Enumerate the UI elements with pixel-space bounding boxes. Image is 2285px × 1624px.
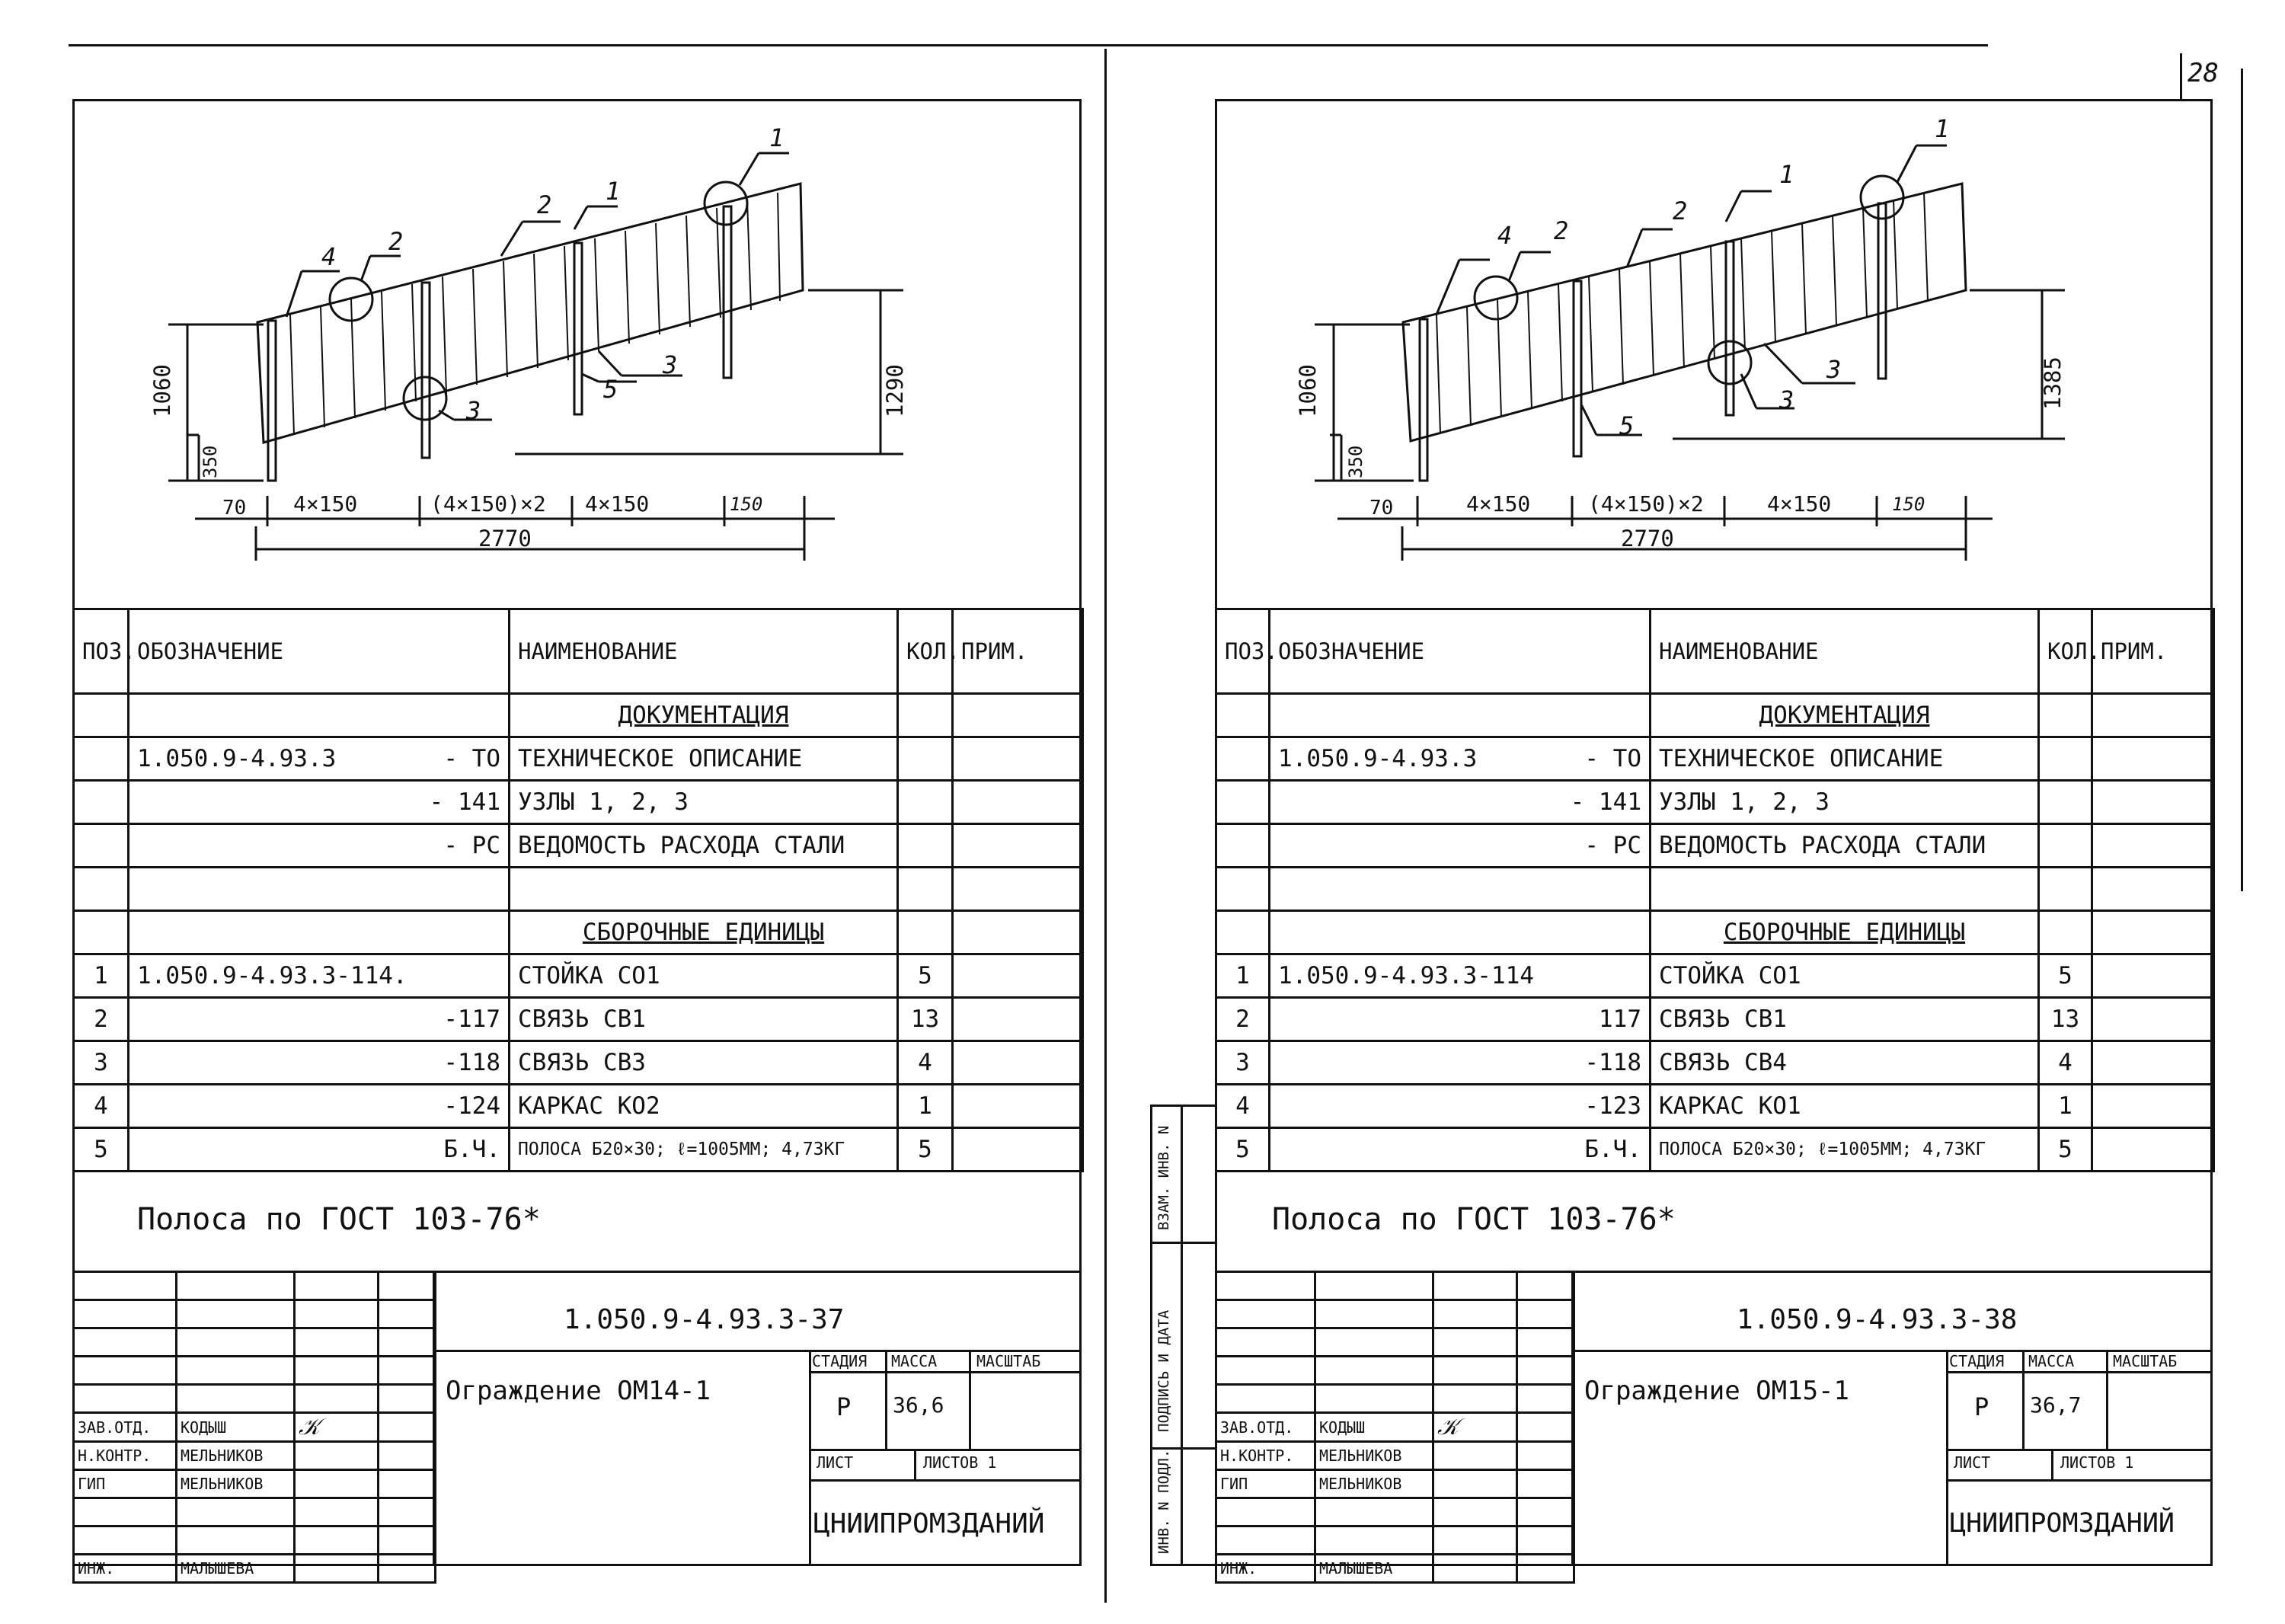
name: КАРКАС КО2 <box>510 1085 898 1128</box>
sheet-2-dim-seg3: 4×150 <box>1767 491 1832 516</box>
table-row <box>1216 954 2214 998</box>
doc-name: ТЕХНИЧЕСКОЕ ОПИСАНИЕ <box>1651 737 2039 781</box>
doc-suffix: - 141 <box>1270 781 1651 824</box>
org-name: ЦНИИПРОМЗДАНИЙ <box>813 1508 1045 1539</box>
table-row <box>1216 998 2214 1041</box>
code: Б.Ч. <box>1270 1128 1651 1172</box>
doc-name: ВЕДОМОСТЬ РАСХОДА СТАЛИ <box>510 824 898 868</box>
stamp-vline <box>433 1271 435 1566</box>
role: ГИП <box>1216 1470 1315 1498</box>
section-docs: ДОКУМЕНТАЦИЯ <box>1651 694 2039 737</box>
table-row <box>74 737 1083 781</box>
sheet-2-callout-h: 3 <box>1779 385 1794 414</box>
stamp-vline <box>914 1449 916 1479</box>
page-number-box <box>2180 53 2182 99</box>
table-row <box>1216 1085 2214 1128</box>
sheet-2-callout-d: 2 <box>1554 216 1569 245</box>
signature <box>1433 1442 1517 1470</box>
sheet-label: ЛИСТ <box>1954 1453 1991 1472</box>
role: ЗАВ.ОТД. <box>74 1413 177 1442</box>
code: -124 <box>129 1085 510 1128</box>
stamp-hline <box>1946 1371 2213 1373</box>
name: СВЯЗЬ СВ4 <box>1651 1041 2039 1085</box>
sheet-1-dim-height-right: 1290 <box>882 364 908 417</box>
stamp-vline <box>2022 1350 2025 1449</box>
section-units: СБОРОЧНЫЕ ЕДИНИЦЫ <box>1651 911 2039 954</box>
stamp-vline <box>2051 1449 2053 1479</box>
signature <box>1433 1470 1517 1498</box>
col-qty: КОЛ. <box>2039 609 2092 694</box>
person: МЕЛЬНИКОВ <box>177 1442 295 1470</box>
table-row <box>74 1085 1083 1128</box>
table-row <box>74 998 1083 1041</box>
table-row <box>1216 694 2214 737</box>
sheet-1-callout-c: 1 <box>606 177 621 206</box>
center-fold <box>1104 49 1107 1603</box>
table-row <box>74 954 1083 998</box>
person: КОДЫШ <box>177 1413 295 1442</box>
table-row <box>74 911 1083 954</box>
role: Н.КОНТР. <box>74 1442 177 1470</box>
code: -118 <box>1270 1041 1651 1085</box>
code: -117 <box>129 998 510 1041</box>
scale-label: МАСШТАБ <box>976 1352 1041 1370</box>
code: -123 <box>1270 1085 1651 1128</box>
sheet-1-dim-seg3: 4×150 <box>585 491 650 516</box>
top-rule <box>69 44 1988 46</box>
pos: 1 <box>74 954 129 998</box>
stamp-vline <box>885 1350 887 1449</box>
page-number: 28 <box>2188 58 2219 88</box>
col-designation: ОБОЗНАЧЕНИЕ <box>129 609 510 694</box>
name: КАРКАС КО1 <box>1651 1085 2039 1128</box>
right-margin-line <box>2241 69 2243 891</box>
sheet-1-dim-total: 2770 <box>478 526 532 551</box>
doc-name: ВЕДОМОСТЬ РАСХОДА СТАЛИ <box>1651 824 2039 868</box>
sheet-2-dim-total: 2770 <box>1621 526 1674 551</box>
name: ПОЛОСА Б20×30; ℓ=1005ММ; 4,73КГ <box>510 1128 898 1172</box>
person: МАЛЫШЕВА <box>177 1555 295 1583</box>
sheet-1-callout-f: 3 <box>466 396 481 425</box>
stamp-vline <box>2106 1350 2108 1449</box>
sheet-2-dim-seg1: 4×150 <box>1466 491 1531 516</box>
doc-suffix: - РС <box>1270 824 1651 868</box>
sheet-2-stamp-grid <box>1215 1271 1575 1584</box>
col-qty: КОЛ. <box>898 609 953 694</box>
sheet-2-note: Полоса по ГОСТ 103-76* <box>1272 1202 1676 1237</box>
doc-name: УЗЛЫ 1, 2, 3 <box>510 781 898 824</box>
sheet-1-callout-d: 2 <box>388 227 404 256</box>
person: КОДЫШ <box>1315 1413 1433 1442</box>
name: СТОЙКА СО1 <box>510 954 898 998</box>
table-row <box>1216 1041 2214 1085</box>
stage-label: СТАДИЯ <box>812 1352 868 1370</box>
org-name: ЦНИИПРОМЗДАНИЙ <box>1950 1508 2175 1539</box>
qty: 13 <box>898 998 953 1041</box>
sheet-2-doc-code: 1.050.9-4.93.3-38 <box>1737 1304 2018 1335</box>
doc-suffix: - ТО <box>443 745 500 772</box>
sheet-1-dim-seg1: 4×150 <box>293 491 358 516</box>
person: МАЛЫШЕВА <box>1315 1555 1433 1583</box>
sheet-1-note: Полоса по ГОСТ 103-76* <box>137 1202 541 1237</box>
side-podpis-data: ПОДПИСЬ И ДАТА <box>1155 1309 1172 1432</box>
sheet-1-dim-seg4: 150 <box>730 494 763 515</box>
sheet-1-drawing <box>73 100 1079 618</box>
table-row <box>74 694 1083 737</box>
code: 117 <box>1270 998 1651 1041</box>
role: ГИП <box>74 1470 177 1498</box>
table-row <box>74 868 1083 911</box>
sheet-2-dim-offset: 70 <box>1369 497 1394 519</box>
table-row <box>1216 824 2214 868</box>
table-row <box>1216 1128 2214 1172</box>
stage-label: СТАДИЯ <box>1949 1352 2005 1370</box>
stamp-hline <box>1946 1449 2213 1451</box>
col-note: ПРИМ. <box>953 609 1083 694</box>
name: СВЯЗЬ СВ1 <box>510 998 898 1041</box>
sheet-2-callout-c: 2 <box>1673 197 1688 225</box>
sheets-label: ЛИСТОВ 1 <box>2060 1453 2134 1472</box>
name: СТОЙКА СО1 <box>1651 954 2039 998</box>
mass-label: МАССА <box>2028 1352 2075 1370</box>
pos: 3 <box>1216 1041 1270 1085</box>
pos: 2 <box>1216 998 1270 1041</box>
section-docs: ДОКУМЕНТАЦИЯ <box>510 694 898 737</box>
scale-label: МАСШТАБ <box>2113 1352 2178 1370</box>
table-row <box>74 1128 1083 1172</box>
sheet-label: ЛИСТ <box>817 1453 854 1472</box>
qty: 5 <box>898 1128 953 1172</box>
qty: 4 <box>2039 1041 2092 1085</box>
sheet-2-callout-f: 3 <box>1826 355 1842 384</box>
table-header-row <box>74 609 1083 694</box>
table-row <box>74 824 1083 868</box>
code: Б.Ч. <box>129 1128 510 1172</box>
pos: 4 <box>74 1085 129 1128</box>
col-note: ПРИМ. <box>2092 609 2214 694</box>
col-name: НАИМЕНОВАНИЕ <box>510 609 898 694</box>
sheet-2-dim-small: 350 <box>1345 445 1366 478</box>
doc-code: 1.050.9-4.93.3 <box>137 745 337 772</box>
table-row <box>74 1041 1083 1085</box>
side-inv-podl: ИНВ. N ПОДЛ. <box>1155 1449 1172 1554</box>
qty: 5 <box>898 954 953 998</box>
signature <box>295 1470 379 1498</box>
sheet-1-dim-seg2: (4×150)×2 <box>430 491 546 516</box>
sheet-1-dim-height-left: 1060 <box>149 364 175 417</box>
role: ЗАВ.ОТД. <box>1216 1413 1315 1442</box>
sheet-1-callout-h: 3 <box>663 350 678 379</box>
stamp-hline <box>809 1479 1082 1482</box>
pos: 2 <box>74 998 129 1041</box>
table-header-row <box>1216 609 2214 694</box>
table-row <box>74 781 1083 824</box>
sheet-2-dim-seg4: 150 <box>1892 494 1925 515</box>
stamp-vline <box>1946 1350 1948 1566</box>
code: -118 <box>129 1041 510 1085</box>
sheet-2-callout-e: 4 <box>1497 221 1513 250</box>
sheet-2-dim-height-right: 1385 <box>2040 356 2066 410</box>
stamp-hline <box>809 1449 1082 1451</box>
doc-name: УЗЛЫ 1, 2, 3 <box>1651 781 2039 824</box>
doc-code: 1.050.9-4.93.3 <box>1278 745 1478 772</box>
qty: 1 <box>2039 1085 2092 1128</box>
sheet-1-callout-e: 4 <box>321 242 337 271</box>
sheet-2-callout-a: 1 <box>1935 114 1950 143</box>
person: МЕЛЬНИКОВ <box>1315 1442 1433 1470</box>
stage-value: Р <box>836 1392 852 1421</box>
role: Н.КОНТР. <box>1216 1442 1315 1470</box>
stamp-vline <box>969 1350 971 1449</box>
sheet-1-callout-b: 2 <box>537 190 552 219</box>
side-strip-divider <box>1181 1105 1183 1566</box>
person: МЕЛЬНИКОВ <box>177 1470 295 1498</box>
table-row <box>1216 911 2214 954</box>
stamp-vline <box>1571 1271 1574 1566</box>
doc-name: ТЕХНИЧЕСКОЕ ОПИСАНИЕ <box>510 737 898 781</box>
col-pos: ПОЗ. <box>74 609 129 694</box>
mass-value: 36,6 <box>893 1392 944 1418</box>
sheet-1-doc-code: 1.050.9-4.93.3-37 <box>564 1304 845 1335</box>
mass-value: 36,7 <box>2030 1392 2082 1418</box>
code: 1.050.9-4.93.3-114 <box>1270 954 1651 998</box>
name: СВЯЗЬ СВ3 <box>510 1041 898 1085</box>
doc-suffix: - ТО <box>1584 745 1641 772</box>
stamp-hline <box>809 1371 1082 1373</box>
pos: 4 <box>1216 1085 1270 1128</box>
code: 1.050.9-4.93.3-114. <box>129 954 510 998</box>
doc-suffix: - РС <box>129 824 510 868</box>
sheet-1-dim-offset: 70 <box>222 497 247 519</box>
pos: 3 <box>74 1041 129 1085</box>
sheet-1-callout-g: 5 <box>603 375 618 404</box>
signature: 𝒦 <box>1433 1413 1517 1442</box>
table-row <box>1216 868 2214 911</box>
qty: 5 <box>2039 954 2092 998</box>
stamp-hline <box>1946 1479 2213 1482</box>
pos: 5 <box>1216 1128 1270 1172</box>
role: ИНЖ. <box>74 1555 177 1583</box>
sheet-2-callout-g: 5 <box>1619 411 1635 440</box>
sheet-2-callout-b: 1 <box>1779 160 1794 189</box>
name: ПОЛОСА Б20×30; ℓ=1005ММ; 4,73КГ <box>1651 1128 2039 1172</box>
stamp-vline <box>809 1350 811 1566</box>
sheet-1-title: Ограждение ОМ14-1 <box>446 1376 711 1406</box>
signature: 𝒦 <box>295 1413 379 1442</box>
table-row <box>1216 781 2214 824</box>
qty: 1 <box>898 1085 953 1128</box>
pos: 5 <box>74 1128 129 1172</box>
sheet-1-spec-table <box>72 608 1084 1172</box>
col-name: НАИМЕНОВАНИЕ <box>1651 609 2039 694</box>
side-vzam-inv: ВЗАМ. ИНВ. N <box>1155 1125 1172 1230</box>
sheet-2-title: Ограждение ОМ15-1 <box>1584 1376 1849 1406</box>
sheet-1-dim-small: 350 <box>200 445 221 478</box>
sheet-1-stamp-grid <box>72 1271 436 1584</box>
sheets-label: ЛИСТОВ 1 <box>923 1453 997 1472</box>
sheet-2-dim-height-left: 1060 <box>1295 364 1321 417</box>
sheet-2-spec-table <box>1215 608 2215 1172</box>
stage-value: Р <box>1974 1392 1989 1421</box>
side-strip-line <box>1150 1242 1215 1244</box>
role: ИНЖ. <box>1216 1555 1315 1583</box>
mass-label: МАССА <box>891 1352 938 1370</box>
col-designation: ОБОЗНАЧЕНИЕ <box>1270 609 1651 694</box>
pos: 1 <box>1216 954 1270 998</box>
signature <box>295 1442 379 1470</box>
sheet-1-callout-a: 1 <box>769 123 785 152</box>
section-units: СБОРОЧНЫЕ ЕДИНИЦЫ <box>510 911 898 954</box>
table-row <box>1216 737 2214 781</box>
sheet-2-dim-seg2: (4×150)×2 <box>1588 491 1704 516</box>
qty: 13 <box>2039 998 2092 1041</box>
doc-suffix: - 141 <box>129 781 510 824</box>
person: МЕЛЬНИКОВ <box>1315 1470 1433 1498</box>
qty: 5 <box>2039 1128 2092 1172</box>
qty: 4 <box>898 1041 953 1085</box>
col-pos: ПОЗ. <box>1216 609 1270 694</box>
name: СВЯЗЬ СВ1 <box>1651 998 2039 1041</box>
